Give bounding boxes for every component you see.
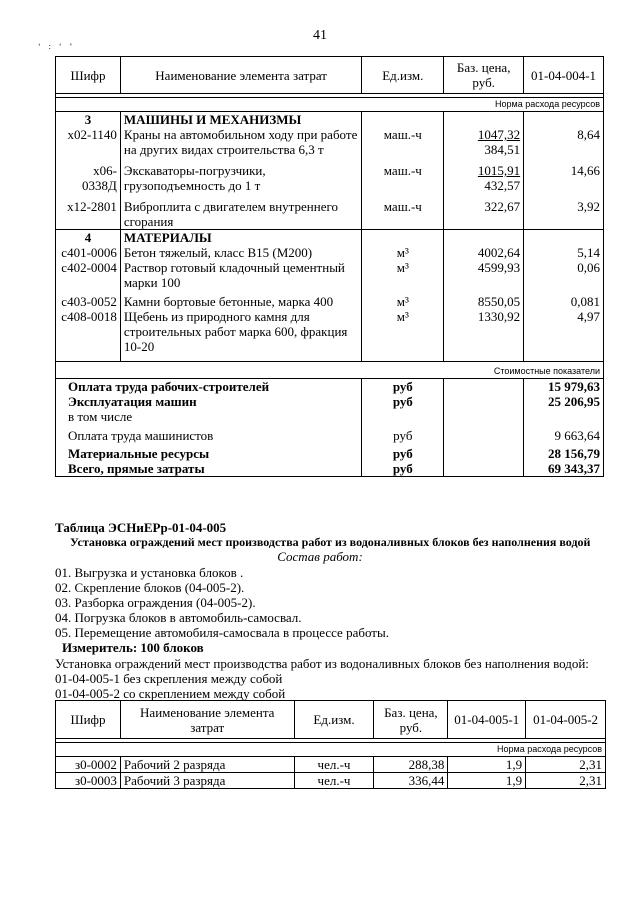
cost-row-label: Оплата труда машинистов: [56, 428, 362, 443]
header-unit: Ед.изм.: [362, 57, 444, 94]
cost-row-value: 9 663,64: [524, 428, 604, 443]
row-code: с403-0052: [56, 294, 121, 309]
row-unit: маш.-ч: [362, 199, 444, 230]
row-unit: маш.-ч: [362, 127, 444, 157]
row-norm-1: 1,9: [448, 757, 526, 773]
cost-row-unit: руб: [362, 461, 444, 477]
row-code: з0-0002: [56, 757, 121, 773]
row-name: Раствор готовый кладочный цементный марки 100: [120, 260, 361, 290]
row-unit: м³: [362, 294, 444, 309]
header-price: Баз. цена, руб.: [444, 57, 524, 94]
resource-table-1: [55, 56, 604, 477]
row-price: 1015,91: [477, 163, 521, 178]
cost-row-unit: руб: [362, 428, 444, 443]
cost-row-label: Оплата труда рабочих-строителей: [56, 378, 362, 394]
section-number: 4: [56, 230, 121, 246]
cost-row: [56, 394, 604, 409]
row-unit: м³: [362, 309, 444, 354]
header-name: Наименование элемента затрат: [120, 701, 294, 739]
row-unit: м³: [362, 245, 444, 260]
row-code: с408-0018: [56, 309, 121, 354]
section-title: МАТЕРИАЛЫ: [120, 230, 361, 246]
row-unit: м³: [362, 260, 444, 290]
table-row: [56, 294, 604, 309]
row-price: 322,67: [444, 199, 524, 230]
row-code: с402-0004: [56, 260, 121, 290]
table-row: [56, 127, 604, 157]
row-price: 4599,93: [444, 260, 524, 290]
row-price: 8550,05: [444, 294, 524, 309]
table-title: Таблица ЭСНиЕРр-01-04-005: [55, 520, 227, 535]
page-number: 41: [313, 28, 327, 43]
section-header: [56, 230, 604, 246]
row-code: с401-0006: [56, 245, 121, 260]
row-price: 288,38: [374, 757, 448, 773]
cost-row-unit: руб: [362, 446, 444, 461]
row-code: х06-0338Д: [56, 163, 121, 193]
cost-row: [56, 446, 604, 461]
header-unit: Ед.изм.: [294, 701, 374, 739]
row-price-secondary: 384,51: [484, 142, 521, 157]
description: Установка ограждений мест производства работ из водоналивных блоков без наполнения водой:: [55, 656, 589, 671]
work-step: 04. Погрузка блоков в автомобиль-самосвал.: [55, 610, 302, 625]
table-row: [56, 163, 604, 193]
cost-row-label: Материальные ресурсы: [56, 446, 362, 461]
table-row: [56, 757, 606, 773]
row-name: Бетон тяжелый, класс В15 (М200): [120, 245, 361, 260]
row-name: Виброплита с двигателем внутреннего сгорания: [120, 199, 361, 230]
header-norm-code-2: 01-04-005-2: [526, 701, 606, 739]
row-name: Экскаваторы-погрузчики, грузоподъемность до 1 т: [120, 163, 361, 193]
work-step: 01. Выгрузка и установка блоков .: [55, 565, 244, 580]
header-price: Баз. цена, руб.: [374, 701, 448, 739]
row-norm: 5,14: [524, 245, 604, 260]
cost-row-label: в том числе: [56, 409, 362, 424]
row-name: Краны на автомобильном ходу при работе на других видах строительства 6,3 т: [120, 127, 361, 157]
cost-row-label: Эксплуатация машин: [56, 394, 362, 409]
section-title: МАШИНЫ И МЕХАНИЗМЫ: [120, 112, 361, 128]
row-name: Рабочий 3 разряда: [120, 773, 294, 789]
row-name: Камни бортовые бетонные, марка 400: [120, 294, 361, 309]
work-step: 02. Скрепление блоков (04-005-2).: [55, 580, 245, 595]
row-unit: чел.-ч: [294, 773, 374, 789]
work-step: 03. Разборка ограждения (04-005-2).: [55, 595, 256, 610]
row-price: 336,44: [374, 773, 448, 789]
table-row: [56, 309, 604, 354]
norm-label: Норма расхода ресурсов: [56, 98, 604, 112]
section-header: [56, 112, 604, 128]
cost-row-value: 28 156,79: [524, 446, 604, 461]
table-subtitle: Установка ограждений мест производства работ из водоналивных блоков без наполнения водой: [70, 535, 591, 549]
row-norm: 8,64: [524, 127, 604, 157]
cost-row-value: 15 979,63: [524, 378, 604, 394]
row-code: х12-2801: [56, 199, 121, 230]
row-norm: 4,97: [524, 309, 604, 354]
table-row: [56, 773, 606, 789]
cost-row-value: 69 343,37: [524, 461, 604, 477]
row-price: 1330,92: [444, 309, 524, 354]
meter-label: Измеритель: 100 блоков: [62, 640, 204, 655]
header-code: Шифр: [56, 701, 121, 739]
header-name: Наименование элемента затрат: [120, 57, 361, 94]
row-price-secondary: 432,57: [484, 178, 521, 193]
row-code: х02-1140: [56, 127, 121, 157]
row-norm-2: 2,31: [526, 757, 606, 773]
table-row: [56, 199, 604, 230]
work-step: 05. Перемещение автомобиля-самосвала в процессе работы.: [55, 625, 389, 640]
row-norm-1: 1,9: [448, 773, 526, 789]
row-unit: маш.-ч: [362, 163, 444, 193]
variant: 01-04-005-1 без скрепления между собой: [55, 671, 283, 686]
row-norm: 14,66: [524, 163, 604, 193]
header-norm-code-1: 01-04-005-1: [448, 701, 526, 739]
row-norm: 3,92: [524, 199, 604, 230]
row-name: Рабочий 2 разряда: [120, 757, 294, 773]
table-row: [56, 245, 604, 260]
section-number: 3: [56, 112, 121, 128]
cost-row-label: Всего, прямые затраты: [56, 461, 362, 477]
cost-row: [56, 409, 604, 424]
composition-heading: Состав работ:: [277, 549, 363, 564]
row-norm: 0,081: [524, 294, 604, 309]
corner-marks: ‘ : ‘ ’: [38, 42, 76, 51]
cost-row: [56, 461, 604, 477]
variant: 01-04-005-2 со скреплением между собой: [55, 686, 286, 701]
row-price: 1047,32: [477, 127, 521, 142]
cost-row-unit: руб: [362, 378, 444, 394]
row-name: Щебень из природного камня для строительных работ марка 600, фракция 10-20: [120, 309, 361, 354]
cost-row: [56, 378, 604, 394]
cost-row-value: 25 206,95: [524, 394, 604, 409]
resource-table-2: [55, 700, 606, 789]
header-code: Шифр: [56, 57, 121, 94]
row-price: 4002,64: [444, 245, 524, 260]
table-row: [56, 260, 604, 290]
cost-row: [56, 428, 604, 443]
row-norm: 0,06: [524, 260, 604, 290]
norm-label: Норма расхода ресурсов: [56, 743, 606, 757]
cost-row-unit: руб: [362, 394, 444, 409]
row-norm-2: 2,31: [526, 773, 606, 789]
row-unit: чел.-ч: [294, 757, 374, 773]
header-norm-code: 01-04-004-1: [524, 57, 604, 94]
cost-label: Стоимостные показатели: [56, 361, 604, 378]
row-code: з0-0003: [56, 773, 121, 789]
